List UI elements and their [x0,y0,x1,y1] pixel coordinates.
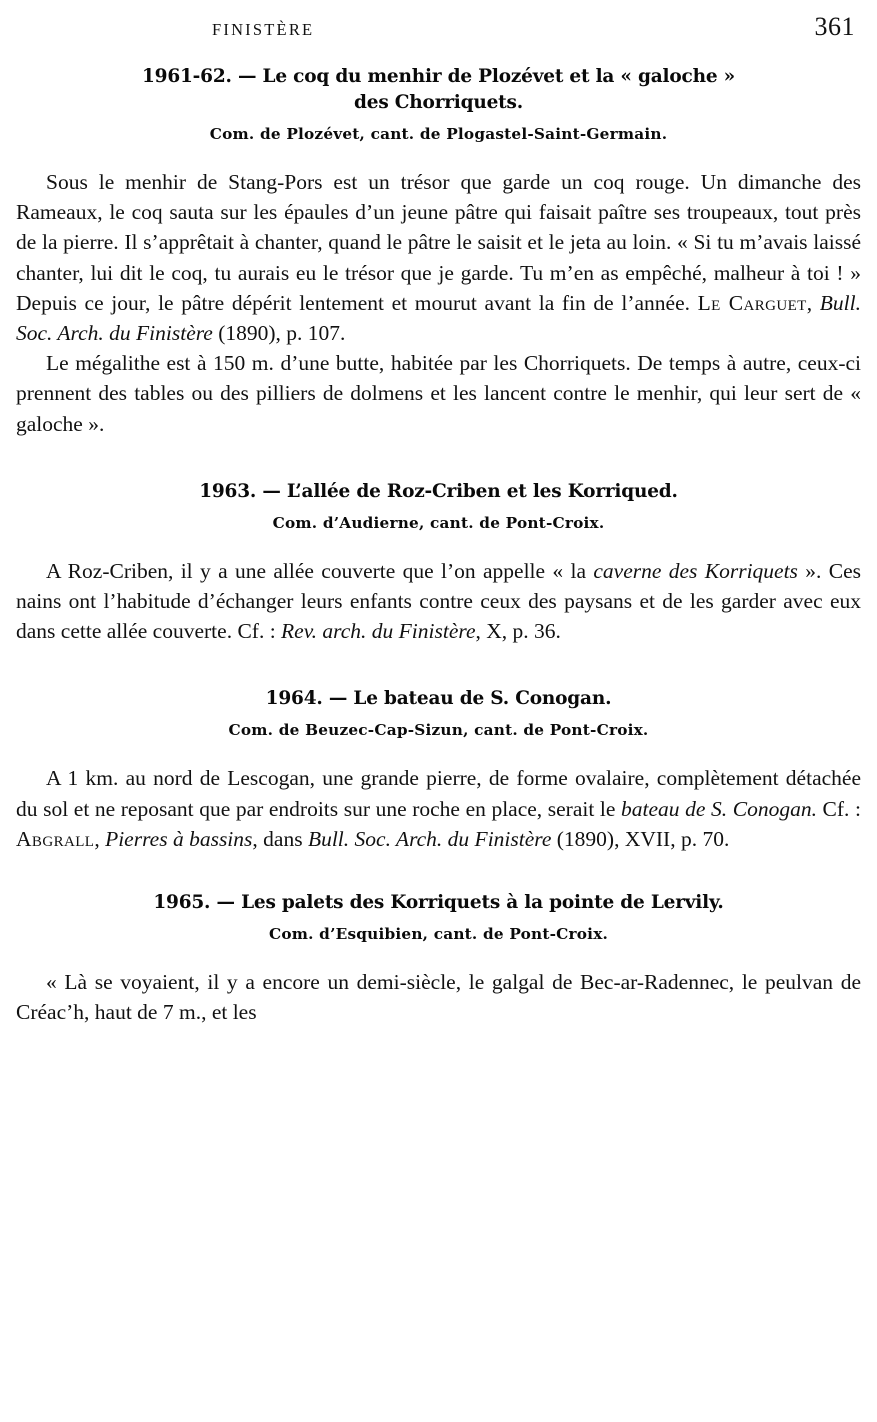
paragraph-text-mid: Cf. : [816,796,862,821]
citation-work: Bull. Soc. Arch. du Finistère [16,290,861,346]
entry-paragraph [16,556,861,647]
citation-author: Abgrall [16,826,95,851]
entry-paragraph: Sous le menhir de Stang-Pors est un trésor que garde un coq rouge. Un dimanche des Rameaux, le coq sauta sur les épaules d’un jeune pâtre qui faisait paître ses troupeaux, tout près de la pierre. Il s’apprêtait à chanter, quand le pâtre le saisit et le jeta au loin. « Si tu m’avais laissé chanter, lui dit le coq, tu aurais eu le trésor que je garde. Tu m’en as empêché, malheur à toi ! » Depuis ce jour, le pâtre dépérit lentement et mourut avant la fin de l’année. Le Carguet, Bull. Soc. Arch. du Finistère (1890), p. 107. [16,170,861,346]
citation-work: Bull. Soc. Arch. du Finistère [307,826,552,851]
entry-paragraph: A 1 km. au nord de Lescogan, une grande pierre, de forme ovalaire, complètement détachée du sol et ne reposant que par endroits sur une roche en place, serait le bateau de S. Conogan. Cf. : Abgrall, Pierres à bassins, dans Bull. Soc. Arch. du Finistère (1890), XVII, p. 70. [16,766,862,851]
entry-1965 [16,890,861,1027]
paragraph-text-mid: ». Ces nains ont l’habitude d’échanger leurs enfants contre ceux des paysans et de les garder avec eux dans cette allée couverte. Cf. : [16,558,861,644]
page-number: 361 [814,12,855,41]
running-head [16,12,861,46]
entry-title [16,64,861,116]
citation-tail: (1890), XVII, p. 70. [551,826,730,851]
entry-subtitle: Com. d’Audierne, cant. de Pont-Croix. [272,513,605,532]
running-head-title: FINISTÈRE [212,20,315,39]
entry-title-line2: des Chorriquets. [354,92,523,113]
entry-title: 1964. — Le bateau de S. Conogan. [265,688,612,710]
entry-1963 [16,479,861,647]
entry-subtitle: Com. de Plozévet, cant. de Plogastel-Saint-Germain. [209,125,668,143]
entry-subtitle: Com. d’Esquibien, cant. de Pont-Croix. [268,925,609,944]
paragraph-text: Sous le menhir de Stang-Pors est un trésor que garde un coq rouge. Un dimanche des Rameaux, le coq sauta sur les épaules d’un jeune pâtre qui faisait paître ses troupeaux, tout près de la pierre. Il s’apprêtait à chanter, quand le pâtre le saisit et le jeta au loin. « Si tu m’avais laissé chanter, lui dit le coq, tu aurais eu le trésor que je garde. Tu m’en as empêché, malheur à toi ! » Depuis ce jour, le pâtre dépérit lentement et mourut avant la fin de l’année. [16,170,861,315]
entry-subtitle: Com. de Beuzec-Cap-Sizun, cant. de Pont-Croix. [228,721,649,740]
citation-subwork: Pierres à bassins [105,826,253,851]
paragraph-text-pre: A Roz-Criben, il y a une allée couverte que l’on appelle « la [46,558,594,583]
citation-work: Rev. arch. du Finistère [281,619,476,644]
entry-1964 [16,686,861,854]
citation-author: Le Carguet [697,290,807,315]
paragraph-italic: bateau de S. Conogan. [621,796,817,821]
citation-tail: (1890), p. 107. [212,321,346,346]
paragraph-text-mid2: , dans [252,826,308,851]
entry-paragraph: Le mégalithe est à 150 m. d’une butte, habitée par les Chorriquets. De temps à autre, ceux-ci prennent des tables ou des pilliers de dolmens et les lancent contre le menhir, qui leur sert de « galoche ». [16,351,861,436]
entry-paragraph: « Là se voyaient, il y a encore un demi-siècle, le galgal de Bec-ar-Radennec, le peulvan de Créac’h, haut de 7 m., et les [16,970,861,1025]
entry-title-line1: 1961-62. — Le coq du menhir de Plozévet et la « galoche » [141,66,736,87]
paragraph-italic: caverne des Korriquets [593,558,798,583]
entry-title: 1963. — L’allée de Roz-Criben et les Korriqued. [199,480,678,502]
entry-title: 1965. — Les palets des Korriquets à la pointe de Lervily. [153,892,724,914]
entry-1961-62 [16,64,861,439]
citation-tail: , X, p. 36. [475,619,561,644]
paragraph-text-pre: A 1 km. au nord de Lescogan, une grande pierre, de forme ovalaire, complètement détachée du sol et ne reposant que par endroits sur une roche en place, serait le [16,766,861,821]
